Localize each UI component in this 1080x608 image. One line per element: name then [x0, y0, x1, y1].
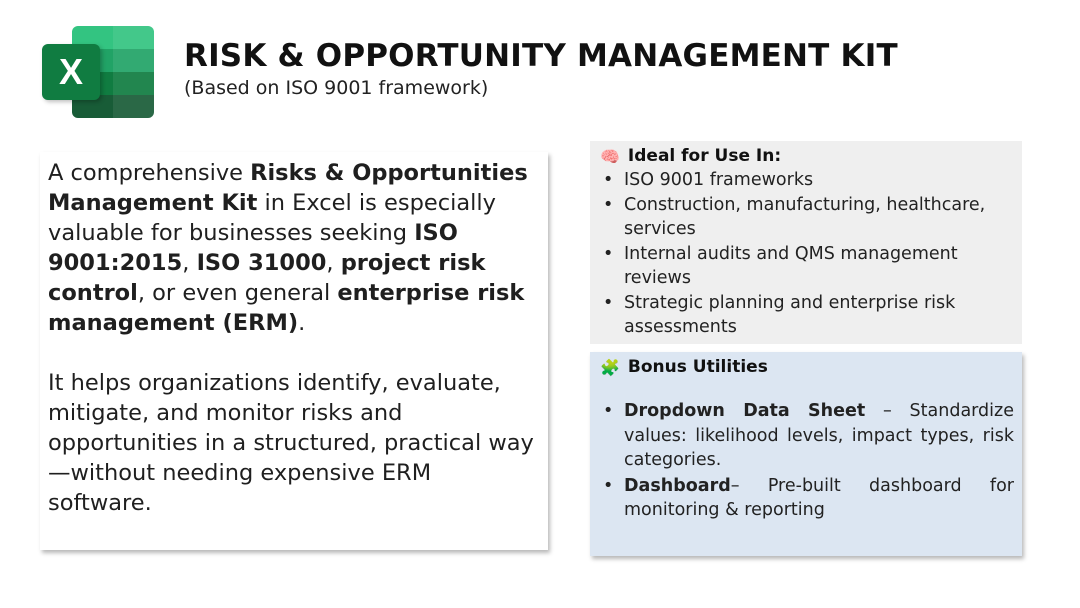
description-card [40, 152, 548, 550]
page-title: RISK & OPPORTUNITY MANAGEMENT KIT [184, 38, 898, 74]
list-item: • Construction, manufacturing, healthcare, services [600, 193, 1014, 242]
list-item: • ISO 9001 frameworks [600, 168, 1014, 193]
ideal-use-list [600, 168, 1014, 340]
puzzle-icon: 🧩 [600, 357, 620, 377]
ideal-use-box [590, 141, 1022, 344]
ideal-use-heading: 🧠 Ideal for Use In: [600, 146, 782, 166]
list-item: • Strategic planning and enterprise risk assessments [600, 291, 1014, 340]
bonus-utilities-box [590, 352, 1022, 556]
excel-logo-letter: X [42, 44, 100, 100]
excel-logo-icon [42, 26, 154, 118]
description-paragraph-2: It helps organizations identify, evaluate, mitigate, and monitor risks and opportunities in a structured, practical way—without needing expensive ERM software. [48, 370, 534, 516]
list-item: • Internal audits and QMS management reviews [600, 242, 1014, 291]
bonus-utilities-list [600, 399, 1014, 523]
brain-icon: 🧠 [600, 146, 620, 166]
page-subtitle: (Based on ISO 9001 framework) [184, 77, 489, 99]
description-paragraph-1: A comprehensive Risks & Opportunities Management Kit in Excel is especially valuable for businesses seeking ISO 9001:2015, ISO 31000, project risk control, or even general enterprise risk management (ERM). [48, 160, 528, 336]
list-item: • Dropdown Data Sheet – Standardize values: likelihood levels, impact types, risk categories. [600, 399, 1014, 473]
bonus-utilities-heading: 🧩 Bonus Utilities [600, 357, 768, 377]
list-item: • Dashboard– Pre-built dashboard for monitoring & reporting [600, 474, 1014, 523]
